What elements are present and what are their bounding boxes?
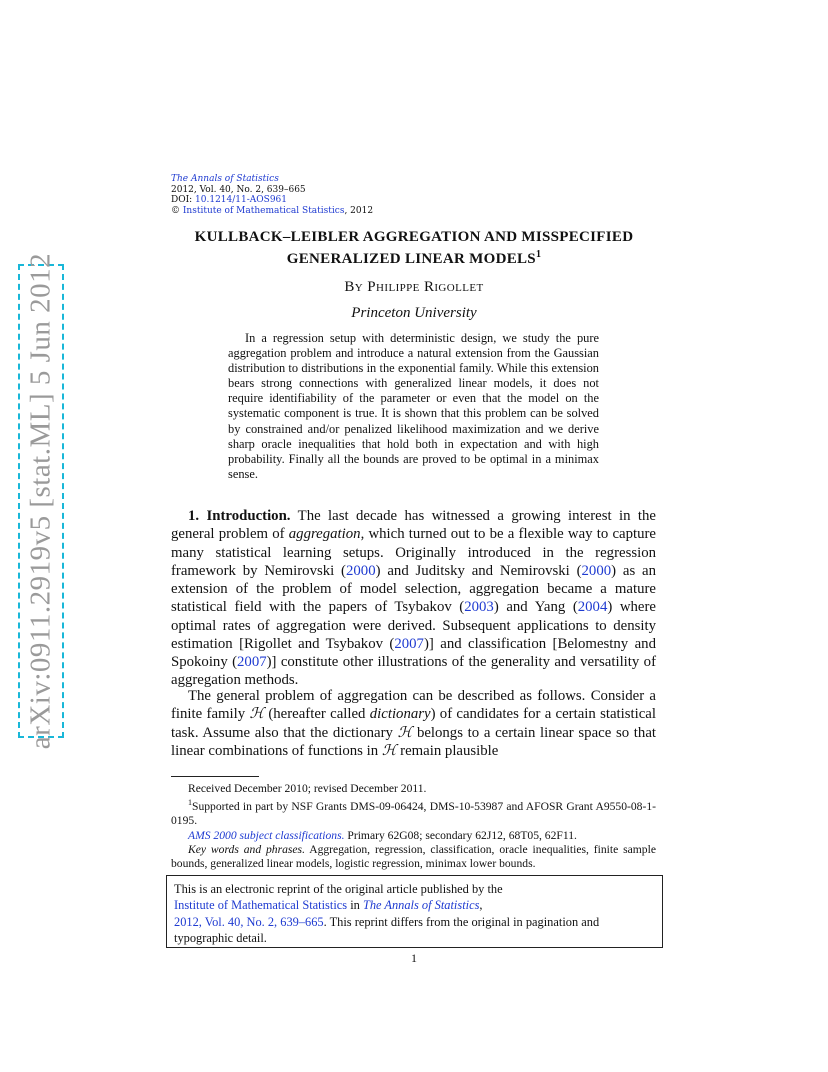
arxiv-stamp-text: arXiv:0911.2919v5 [stat.ML] 5 Jun 2012: [24, 252, 57, 750]
abstract: In a regression setup with deterministic design, we study the pure aggregation problem and introduce a natural extension from the Gaussian distribution to distributions in the exponential family. While this extension bears strong connections with generalized linear models, it does not require identifiability of the parameter or even that the model on the systematic component is true. It is shown that this problem can be solved by constrained and/or penalized likelihood maximization and we derive sharp oracle inequalities that hold both in expectation and with high probability. Finally all the bounds are proved to be optimal in a minimax sense.: [228, 331, 599, 481]
support-note: [171, 796, 656, 828]
reprint-text: ,: [479, 898, 483, 913]
reprint-volume-link[interactable]: 2012, Vol. 40, No. 2, 639–665: [174, 914, 324, 929]
reprint-text: . This reprint differs from the original in pagination and typographic detail.: [174, 914, 600, 945]
affiliation: Princeton University: [351, 305, 477, 321]
ams-text: Primary 62G08; secondary 62J12, 68T05, 62F11.: [344, 828, 577, 842]
reprint-notice: [166, 875, 663, 948]
intro-text: ) as an extension of the problem of model selection, aggregation became a mature statistical field with the papers of Tsybakov (: [171, 562, 657, 616]
intro-paragraph: [171, 507, 656, 690]
reprint-text: in: [347, 898, 363, 913]
general-text: (hereafter called: [264, 706, 370, 723]
citation-link[interactable]: 2007: [237, 654, 267, 670]
keywords-note: [171, 843, 656, 872]
title-footnote-mark[interactable]: 1: [535, 249, 542, 260]
received-note: Received December 2010; revised December 2011.: [188, 782, 427, 795]
title-line-2: GENERALIZED LINEAR MODELS: [286, 251, 536, 267]
general-text: ) of candidates for a certain statistical task. Assume also that the dictionary: [171, 706, 656, 741]
copyright-icon: ©: [171, 205, 180, 216]
support-text: Supported in part by NSF Grants DMS-09-06424, DMS-10-53987 and AFOSR Grant A9550-08-1-0195.: [171, 800, 656, 828]
page-number: 1: [411, 951, 417, 965]
intro-text: ) and Yang (: [493, 599, 578, 616]
footnote-mark: 1: [188, 798, 192, 808]
general-text: The general problem of aggregation can be described as follows. Consider a finite family: [171, 688, 656, 723]
reprint-line-1: This is an electronic reprint of the original article published by the: [174, 882, 503, 896]
intro-text: ) where optimal rates of aggregation were derived. Subsequent applications to density estimation [Rigollet and Tsybakov (: [171, 599, 656, 652]
citation-link[interactable]: 2007: [394, 635, 424, 652]
arxiv-stamp: [18, 252, 64, 750]
doi-link[interactable]: 10.1214/11-AOS961: [195, 195, 288, 205]
intro-text: ) and Juditsky and Nemirovski (: [375, 562, 582, 579]
general-text: remain plausible: [396, 742, 499, 759]
footnotes: [171, 782, 656, 872]
math-symbol: ℋ: [249, 706, 265, 723]
section-heading: 1. Introduction.: [188, 508, 291, 524]
ams-link[interactable]: AMS 2000 subject classifications.: [188, 828, 345, 842]
math-symbol: ℋ: [397, 724, 413, 741]
intro-text: , which turned out to be a flexible way to capture many statistical learning setups. Originally introduced in the regression framework by Nemirovski (: [171, 526, 656, 579]
citation-link[interactable]: 2003: [464, 599, 494, 616]
intro-emphasis: aggregation: [288, 526, 361, 543]
reprint-journal-link[interactable]: The Annals of Statistics: [362, 898, 480, 913]
keywords-label: Key words and phrases.: [188, 843, 305, 857]
title-line-1: KULLBACK–LEIBLER AGGREGATION AND MISSPECIFIED: [194, 229, 634, 245]
footnote-rule: [171, 776, 259, 777]
author: By Philippe Rigollet: [344, 279, 484, 295]
general-emphasis: dictionary: [369, 706, 431, 723]
citation-link[interactable]: 2004: [577, 599, 608, 616]
intro-text: )] and classification [Belomestny and Spokoiny (: [171, 635, 656, 670]
reprint-ims-link[interactable]: Institute of Mathematical Statistics: [174, 898, 348, 913]
journal-name-link[interactable]: The Annals of Statistics: [171, 174, 279, 184]
copyright-year: , 2012: [344, 205, 374, 216]
citation-link[interactable]: 2000: [581, 562, 612, 579]
intro-text: The last decade has witnessed a growing interest in the general problem of: [171, 508, 656, 543]
paper-title: [150, 228, 678, 268]
math-symbol: ℋ: [381, 742, 397, 759]
keywords-text: Aggregation, regression, classification, oracle inequalities, finite sample bounds, generalized linear models, logistic regression, minimax lower bounds.: [171, 843, 656, 871]
general-text: belongs to a certain linear space so that linear combinations of functions in: [171, 724, 657, 759]
ims-link[interactable]: Institute of Mathematical Statistics: [182, 205, 345, 216]
ams-note: [171, 829, 656, 843]
journal-header: [171, 174, 431, 216]
doi-label: DOI:: [171, 195, 196, 205]
intro-text: )] constitute other illustrations of the generality and versatility of aggregation methods.: [171, 654, 656, 689]
journal-volume: 2012, Vol. 40, No. 2, 639–665: [171, 184, 306, 195]
citation-link[interactable]: 2000: [346, 562, 376, 579]
general-paragraph: [171, 687, 656, 760]
